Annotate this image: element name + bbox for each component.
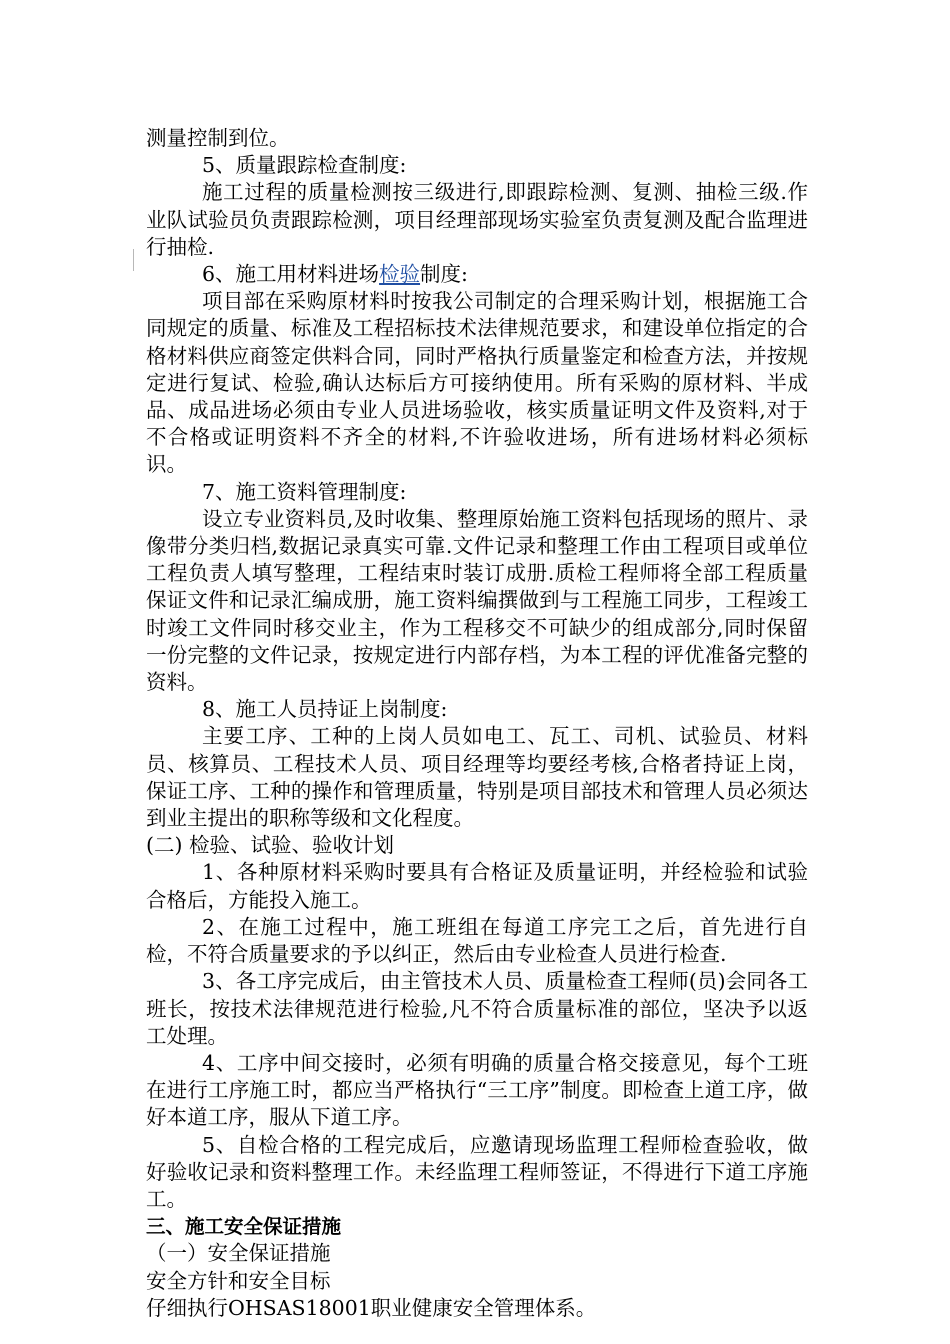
paragraph-plan-item-4: 4、工序中间交接时，必须有明确的质量合格交接意见，每个工班在进行工序施工时，都应当严格执行“三工序”制度。即检查上道工序，做好本道工序，服从下道工序。 xyxy=(146,1050,808,1130)
heading-material-inspection-text: 6、施工用材料进场 xyxy=(202,262,380,287)
paragraph-plan-item-3: 3、各工序完成后，由主管技术人员、质量检查工程师(员)会同各工班长，按技术法律规范进行检验,凡不符合质量标准的部位，坚决予以返工处理。 xyxy=(146,969,808,1048)
paragraph-ohsas: 仔细执行OHSAS18001职业健康安全管理体系。 xyxy=(146,1295,597,1320)
heading-document-management: 7、施工资料管理制度: xyxy=(202,479,407,504)
heading-material-inspection xyxy=(146,261,808,288)
paragraph-plan-item-5: 5、自检合格的工程完成后，应邀请现场监理工程师检查验收，做好验收记录和资料整理工作。未经监理工程师签证，不得进行下道工序施工。 xyxy=(146,1132,808,1211)
document-body xyxy=(146,125,808,1322)
paragraph-material-inspection: 项目部在采购原材料时按我公司制定的合理采购计划，根据施工合同规定的质量、标准及工程招标技术法律规范要求，和建设单位指定的合格材料供应商签定供料合同，同时严格执行质量鉴定和检查方法，并按规定进行复试、检验,确认达标后方可接纳使用。所有采购的原材料、半成品、成品进场必须由专业人员进场验收，核实质量证明文件及资料,对于不合格或证明资料不齐全的材料,不许验收进场，所有进场材料必须标识。 xyxy=(146,289,808,477)
paragraph-safety-policy: 安全方针和安全目标 xyxy=(146,1268,331,1293)
paragraph-plan-item-1: 1、各种原材料采购时要具有合格证及质量证明，并经检验和试验合格后，方能投入施工。 xyxy=(146,860,808,912)
heading-quality-tracking: 5、质量跟踪检查制度: xyxy=(202,153,407,178)
paragraph-plan-item-2: 2、在施工过程中，施工班组在每道工序完工之后，首先进行自检，不符合质量要求的予以纠正，然后由专业检查人员进行检查. xyxy=(146,914,808,967)
heading-certified-personnel: 8、施工人员持证上岗制度: xyxy=(202,697,448,722)
heading-material-inspection-suffix: 制度: xyxy=(420,262,468,287)
paragraph-document-management: 设立专业资料员,及时收集、整理原始施工资料包括现场的照片、录像带分类归档,数据记录真实可靠.文件记录和整理工作由工程项目或单位工程负责人填写整理，工程结束时装订成册.质检工程师将全部工程质量保证文件和记录汇编成册，施工资料编撰做到与工程施工同步，工程竣工时竣工文件同时移交业主，作为工程移交不可缺少的组成部分,同时保留一份完整的文件记录，按规定进行内部存档，为本工程的评优准备完整的资料。 xyxy=(146,506,808,695)
paragraph-certified-personnel: 主要工序、工种的上岗人员如电工、瓦工、司机、试验员、材料员、核算员、工程技术人员、项目经理等均要经考核,合格者持证上岗，保证工序、工种的操作和管理质量，特别是项目部技术和管理人员必须达到业主提出的职称等级和文化程度。 xyxy=(146,724,808,831)
paragraph-quality-tracking: 施工过程的质量检测按三级进行,即跟踪检测、复测、抽检三级.作业队试验员负责跟踪检测，项目经理部现场实验室负责复测及配合监理进行抽检. xyxy=(146,180,808,259)
heading-inspection-plan: (二) 检验、试验、验收计划 xyxy=(146,833,395,858)
margin-marker xyxy=(133,249,134,271)
paragraph-measurement-control: 测量控制到位。 xyxy=(146,126,290,150)
section-heading-safety: 三、施工安全保证措施 xyxy=(146,1215,342,1239)
subheading-safety-measures: （一）安全保证措施 xyxy=(146,1241,331,1266)
inspection-link[interactable]: 检验 xyxy=(379,262,421,287)
